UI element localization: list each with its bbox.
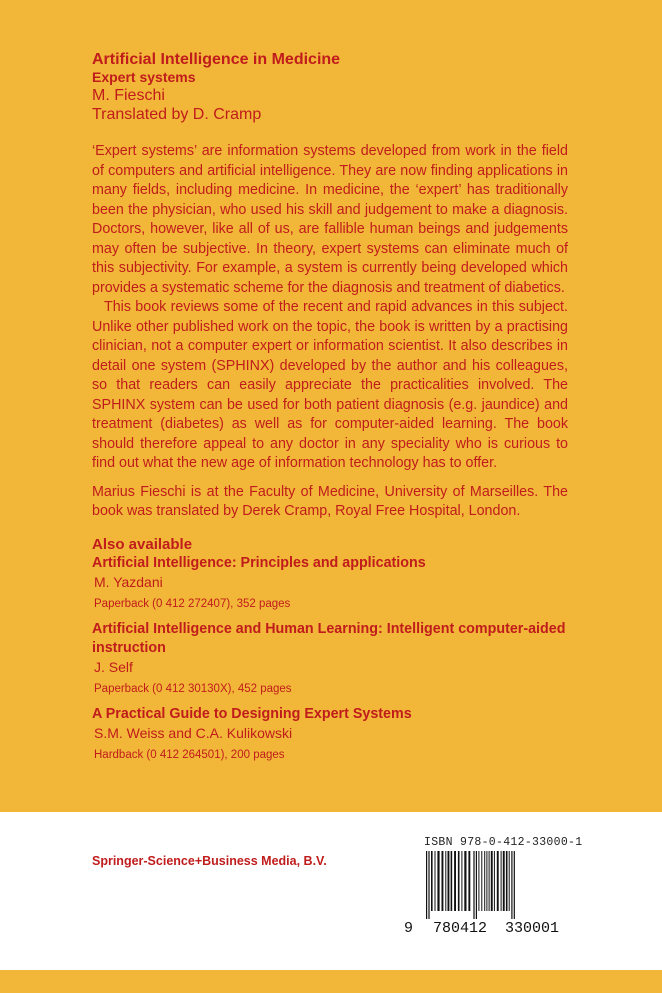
barcode-bar (454, 851, 456, 911)
barcode-icon (424, 851, 592, 919)
barcode-bar (494, 851, 495, 911)
barcode-bar (428, 851, 429, 919)
barcode-bar (503, 851, 505, 911)
barcode-bar (437, 851, 439, 911)
related-book-author: J. Self (94, 658, 133, 675)
barcode-right-digits: 330001 (505, 920, 560, 937)
related-book-title: Artificial Intelligence and Human Learning: Intelligent computer-aided instruction (92, 620, 566, 656)
book-author: M. Fieschi (92, 87, 165, 104)
also-available-section (92, 536, 568, 763)
barcode-bar (461, 851, 462, 911)
also-available-heading: Also available (92, 535, 193, 553)
barcode-bar (473, 851, 474, 919)
barcode-bar (511, 851, 512, 919)
barcode-bar (506, 851, 508, 911)
barcode-bar (445, 851, 446, 911)
related-book (92, 620, 568, 697)
barcode-bar (426, 851, 427, 919)
isbn-label: ISBN 978-0-412-33000-1 (424, 836, 583, 849)
barcode-bar (442, 851, 444, 911)
back-cover-content (92, 50, 568, 771)
barcode-bar (484, 851, 485, 911)
barcode-first-digit: 9 (404, 920, 414, 937)
about-author: Marius Fieschi is at the Faculty of Medicine, University of Marseilles. The book was translated by Derek Cramp, Royal Free Hospital, London. (92, 483, 568, 519)
related-book (92, 554, 568, 612)
barcode-bar (478, 851, 479, 911)
book-title: Artificial Intelligence in Medicine (92, 51, 341, 68)
barcode-left-digits: 780412 (433, 920, 488, 937)
translator-credit: Translated by D. Cramp (92, 106, 262, 123)
related-book-info: Hardback (0 412 264501), 200 pages (94, 748, 285, 761)
related-book-author: S.M. Weiss and C.A. Kulikowski (94, 724, 293, 741)
barcode-bar (448, 851, 450, 911)
publisher-name: Springer-Science+Business Media, B.V. (92, 854, 327, 868)
barcode-bar (489, 851, 490, 911)
barcode-bar (497, 851, 499, 911)
barcode-bar (468, 851, 470, 911)
barcode-bar (501, 851, 502, 911)
related-book-author: M. Yazdani (94, 573, 163, 590)
related-book (92, 705, 568, 763)
barcode-bar (476, 851, 477, 919)
related-book-title: Artificial Intelligence: Principles and applications (92, 554, 426, 571)
barcode-bar (451, 851, 453, 911)
barcode-bar (431, 851, 433, 911)
blurb-paragraph-2: This book reviews some of the recent and rapid advances in this subject. Unlike other published work on the topic, the book is written by a practising clinician, not a computer expert or information scientist. It also describes in detail one system (SPHINX) developed by the author and his colleagues, so that readers can easily appreciate the practicalities involved. The SPHINX system can be used for both patient diagnosis (e.g. jaundice) and treatment (diabetes) as well as for computer-aided learning. The book should therefore appeal to any doctor in any speciality who is curious to find out what the new age of information technology has to offer. (92, 299, 568, 471)
barcode-bar (514, 851, 515, 919)
barcode-bar (486, 851, 487, 911)
barcode-bar (509, 851, 510, 911)
book-subtitle: Expert systems (92, 69, 196, 85)
related-book-info: Paperback (0 412 30130X), 452 pages (94, 682, 292, 695)
barcode-bar (491, 851, 493, 911)
related-book-title: A Practical Guide to Designing Expert Systems (92, 705, 412, 722)
barcode-bar (435, 851, 436, 911)
barcode-bar (481, 851, 482, 911)
related-book-info: Paperback (0 412 272407), 352 pages (94, 597, 291, 610)
blurb-paragraph-1: ‘Expert systems’ are information systems developed from work in the field of computers and artificial intelligence. They are now finding applications in many fields, including medicine. In medicine, the ‘expert’ has traditionally been the physician, who used his skill and judgement to make a diagnosis. Doctors, however, like all of us, are fallible human beings and judgements may often be subjective. In theory, expert systems can eliminate much of this subjectivity. For example, a system is currently being developed which provides a systematic scheme for the diagnosis and treatment of diabetics. (92, 143, 568, 296)
barcode-bar (458, 851, 460, 911)
barcode-bar (464, 851, 466, 911)
